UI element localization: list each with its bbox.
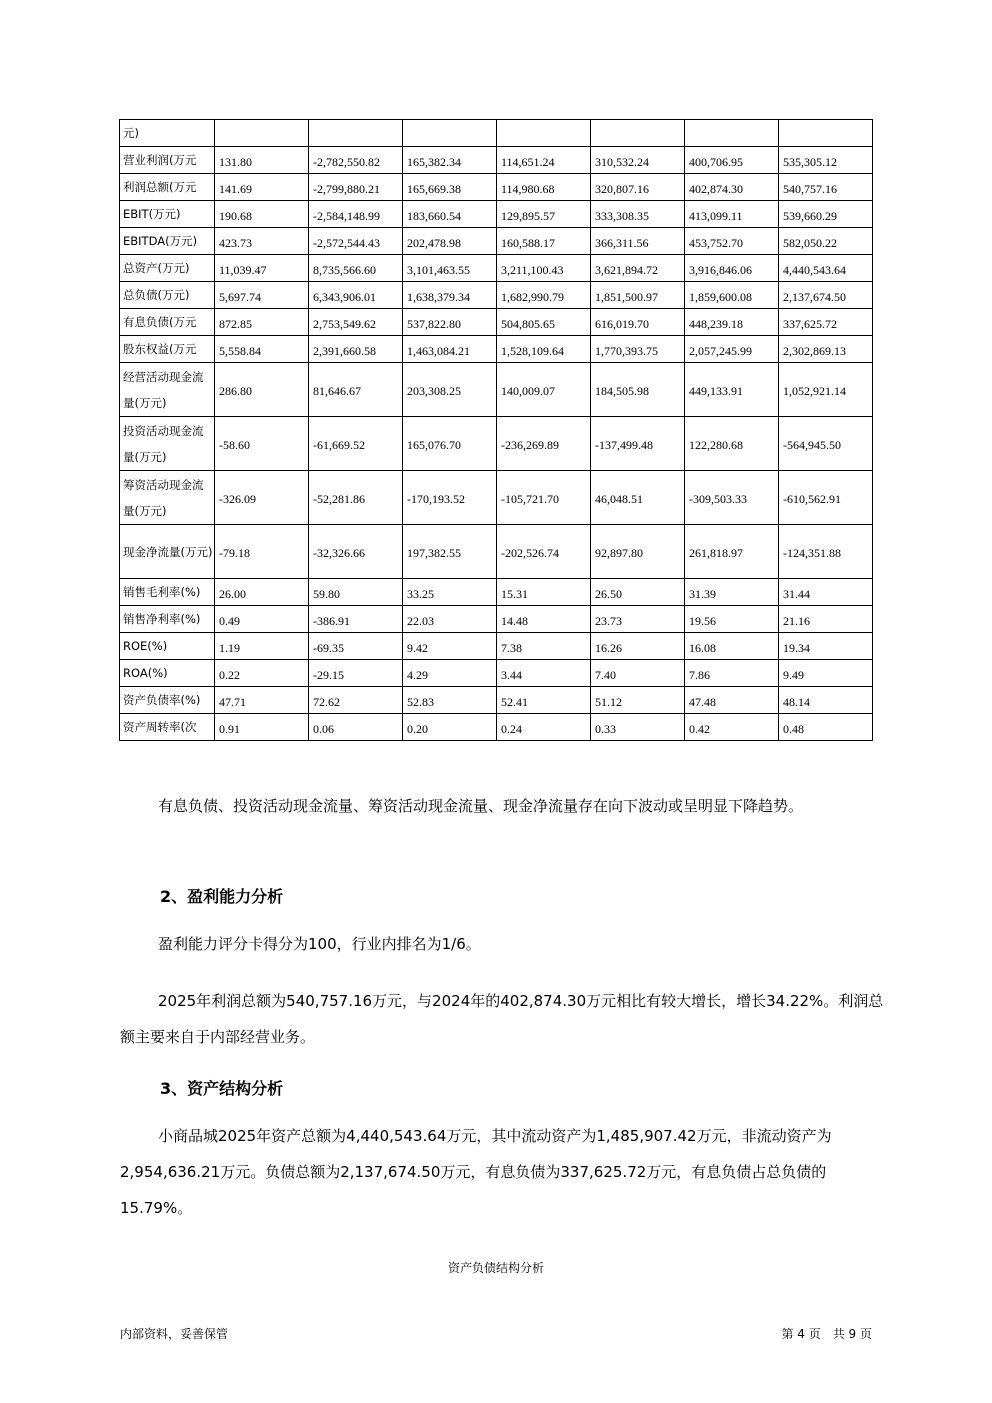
- table-row: [120, 606, 873, 633]
- table-cell: 400,706.95: [685, 147, 779, 174]
- table-cell: [779, 120, 873, 147]
- row-label: 营业利润(万元: [120, 147, 215, 174]
- table-cell: 59.80: [309, 579, 403, 606]
- table-cell: 21.16: [779, 606, 873, 633]
- row-label: ROE(%): [120, 633, 215, 660]
- table-cell: 3,621,894.72: [591, 255, 685, 282]
- table-row: [120, 309, 873, 336]
- table-cell: 1.19: [215, 633, 309, 660]
- table-cell: 3,101,463.55: [403, 255, 497, 282]
- table-row: [120, 660, 873, 687]
- row-label: 经营活动现金流量(万元): [120, 363, 215, 417]
- table-cell: 16.08: [685, 633, 779, 660]
- table-cell: 2,137,674.50: [779, 282, 873, 309]
- table-cell: 6,343,906.01: [309, 282, 403, 309]
- table-cell: 22.03: [403, 606, 497, 633]
- table-row: [120, 174, 873, 201]
- row-label: 总负债(万元): [120, 282, 215, 309]
- table-row: [120, 471, 873, 525]
- table-cell: 5,697.74: [215, 282, 309, 309]
- table-cell: 19.34: [779, 633, 873, 660]
- footer-page-number: 第 4 页 共 9 页: [781, 1327, 872, 1341]
- table-cell: 616,019.70: [591, 309, 685, 336]
- table-cell: 160,588.17: [497, 228, 591, 255]
- table-cell: 183,660.54: [403, 201, 497, 228]
- table-cell: 2,753,549.62: [309, 309, 403, 336]
- table-cell: 3,211,100.43: [497, 255, 591, 282]
- table-row: [120, 579, 873, 606]
- table-cell: 184,505.98: [591, 363, 685, 417]
- table-cell: -52,281.86: [309, 471, 403, 525]
- table-cell: 320,807.16: [591, 174, 685, 201]
- table-cell: 31.39: [685, 579, 779, 606]
- table-cell: 141.69: [215, 174, 309, 201]
- table-cell: 197,382.55: [403, 525, 497, 579]
- table-cell: 448,239.18: [685, 309, 779, 336]
- table-cell: -610,562.91: [779, 471, 873, 525]
- table-cell: -105,721.70: [497, 471, 591, 525]
- table-cell: 7.86: [685, 660, 779, 687]
- table-cell: 535,305.12: [779, 147, 873, 174]
- table-cell: 1,859,600.08: [685, 282, 779, 309]
- table-cell: 72.62: [309, 687, 403, 714]
- table-cell: 540,757.16: [779, 174, 873, 201]
- table-cell: 7.38: [497, 633, 591, 660]
- table-row: [120, 228, 873, 255]
- table-cell: 129,895.57: [497, 201, 591, 228]
- asset-structure-paragraph: 小商品城2025年资产总额为4,440,543.64万元，其中流动资产为1,485,907.42万元，非流动资产为2,954,636.21万元。负债总额为2,137,674.50万元，有息负债为337,625.72万元，有息负债占总负债的15.79%。: [120, 1127, 832, 1217]
- table-cell: 0.20: [403, 714, 497, 741]
- table-cell: 261,818.97: [685, 525, 779, 579]
- table-cell: 46,048.51: [591, 471, 685, 525]
- row-label: 利润总额(万元: [120, 174, 215, 201]
- table-cell: 582,050.22: [779, 228, 873, 255]
- table-row: [120, 201, 873, 228]
- table-cell: 453,752.70: [685, 228, 779, 255]
- table-cell: 203,308.25: [403, 363, 497, 417]
- table-cell: 449,133.91: [685, 363, 779, 417]
- table-cell: 1,851,500.97: [591, 282, 685, 309]
- table-row: [120, 417, 873, 471]
- table-row: [120, 714, 873, 741]
- row-label: 资产周转率(次: [120, 714, 215, 741]
- table-cell: [497, 120, 591, 147]
- table-cell: 286.80: [215, 363, 309, 417]
- profitability-score-paragraph: 盈利能力评分卡得分为100，行业内排名为1/6。: [158, 935, 481, 953]
- table-cell: 3.44: [497, 660, 591, 687]
- table-cell: 47.48: [685, 687, 779, 714]
- table-cell: [685, 120, 779, 147]
- table-cell: 402,874.30: [685, 174, 779, 201]
- table-cell: 51.12: [591, 687, 685, 714]
- table-cell: 504,805.65: [497, 309, 591, 336]
- table-cell: 0.48: [779, 714, 873, 741]
- table-cell: 202,478.98: [403, 228, 497, 255]
- table-cell: 537,822.80: [403, 309, 497, 336]
- table-cell: 47.71: [215, 687, 309, 714]
- financial-table: [119, 119, 873, 741]
- table-cell: -79.18: [215, 525, 309, 579]
- table-cell: 1,052,921.14: [779, 363, 873, 417]
- row-label: 总资产(万元): [120, 255, 215, 282]
- table-cell: -61,669.52: [309, 417, 403, 471]
- table-cell: -124,351.88: [779, 525, 873, 579]
- table-cell: 48.14: [779, 687, 873, 714]
- table-cell: -202,526.74: [497, 525, 591, 579]
- table-cell: 0.49: [215, 606, 309, 633]
- table-cell: 7.40: [591, 660, 685, 687]
- table-cell: 413,099.11: [685, 201, 779, 228]
- row-label: 筹资活动现金流量(万元): [120, 471, 215, 525]
- table-cell: 310,532.24: [591, 147, 685, 174]
- table-cell: 0.22: [215, 660, 309, 687]
- table-cell: 14.48: [497, 606, 591, 633]
- table-cell: 165,076.70: [403, 417, 497, 471]
- row-label: 有息负债(万元: [120, 309, 215, 336]
- table-row: [120, 255, 873, 282]
- table-cell: 1,682,990.79: [497, 282, 591, 309]
- table-cell: 0.91: [215, 714, 309, 741]
- row-label: 元): [120, 120, 215, 147]
- table-cell: -29.15: [309, 660, 403, 687]
- table-cell: 5,558.84: [215, 336, 309, 363]
- table-cell: 0.42: [685, 714, 779, 741]
- table-cell: 23.73: [591, 606, 685, 633]
- table-row: [120, 687, 873, 714]
- profit-growth-paragraph: 2025年利润总额为540,757.16万元，与2024年的402,874.30万元相比有较大增长，增长34.22%。利润总额主要来自于内部经营业务。: [120, 992, 884, 1046]
- table-cell: 114,980.68: [497, 174, 591, 201]
- table-cell: -137,499.48: [591, 417, 685, 471]
- table-cell: [309, 120, 403, 147]
- table-cell: -170,193.52: [403, 471, 497, 525]
- table-cell: 337,625.72: [779, 309, 873, 336]
- table-cell: -2,584,148.99: [309, 201, 403, 228]
- table-cell: 9.49: [779, 660, 873, 687]
- row-label: 现金净流量(万元): [120, 525, 215, 579]
- summary-paragraph: 有息负债、投资活动现金流量、筹资活动现金流量、现金净流量存在向下波动或呈明显下降趋势。: [158, 797, 804, 815]
- table-cell: 0.24: [497, 714, 591, 741]
- table-cell: 2,302,869.13: [779, 336, 873, 363]
- row-label: 资产负债率(%): [120, 687, 215, 714]
- section-heading-asset-structure: 3、资产结构分析: [160, 1079, 284, 1098]
- table-cell: -326.09: [215, 471, 309, 525]
- table-cell: -2,799,880.21: [309, 174, 403, 201]
- table-cell: 165,382.34: [403, 147, 497, 174]
- table-cell: 165,669.38: [403, 174, 497, 201]
- table-cell: -2,782,550.82: [309, 147, 403, 174]
- row-label: ROA(%): [120, 660, 215, 687]
- table-row: [120, 525, 873, 579]
- table-cell: 81,646.67: [309, 363, 403, 417]
- table-cell: 423.73: [215, 228, 309, 255]
- table-cell: 1,463,084.21: [403, 336, 497, 363]
- table-cell: 872.85: [215, 309, 309, 336]
- table-row: [120, 633, 873, 660]
- chart-caption: 资产负债结构分析: [447, 1261, 544, 1275]
- financial-table-body: [120, 120, 873, 741]
- table-cell: 122,280.68: [685, 417, 779, 471]
- row-label: 销售毛利率(%): [120, 579, 215, 606]
- table-cell: 539,660.29: [779, 201, 873, 228]
- row-label: 销售净利率(%): [120, 606, 215, 633]
- table-cell: 190.68: [215, 201, 309, 228]
- table-cell: 31.44: [779, 579, 873, 606]
- table-cell: 4,440,543.64: [779, 255, 873, 282]
- table-row: [120, 120, 873, 147]
- table-cell: 26.50: [591, 579, 685, 606]
- row-label: EBIT(万元): [120, 201, 215, 228]
- table-cell: 11,039.47: [215, 255, 309, 282]
- table-cell: 9.42: [403, 633, 497, 660]
- table-cell: 0.06: [309, 714, 403, 741]
- table-cell: 15.31: [497, 579, 591, 606]
- table-cell: 52.83: [403, 687, 497, 714]
- table-cell: 92,897.80: [591, 525, 685, 579]
- table-cell: 1,638,379.34: [403, 282, 497, 309]
- table-row: [120, 336, 873, 363]
- row-label: EBITDA(万元): [120, 228, 215, 255]
- table-cell: 2,057,245.99: [685, 336, 779, 363]
- table-cell: 1,770,393.75: [591, 336, 685, 363]
- table-cell: 1,528,109.64: [497, 336, 591, 363]
- row-label: 投资活动现金流量(万元): [120, 417, 215, 471]
- section-heading-profitability: 2、盈利能力分析: [160, 887, 284, 906]
- row-label: 股东权益(万元: [120, 336, 215, 363]
- table-cell: [591, 120, 685, 147]
- table-row: [120, 282, 873, 309]
- table-cell: 19.56: [685, 606, 779, 633]
- table-cell: 8,735,566.60: [309, 255, 403, 282]
- table-cell: [403, 120, 497, 147]
- table-row: [120, 147, 873, 174]
- table-cell: 114,651.24: [497, 147, 591, 174]
- table-cell: 333,308.35: [591, 201, 685, 228]
- table-cell: -69.35: [309, 633, 403, 660]
- table-cell: -2,572,544.43: [309, 228, 403, 255]
- table-cell: 16.26: [591, 633, 685, 660]
- table-cell: -236,269.89: [497, 417, 591, 471]
- table-cell: 366,311.56: [591, 228, 685, 255]
- table-cell: 52.41: [497, 687, 591, 714]
- footer-confidential: 内部资料，妥善保管: [120, 1327, 229, 1341]
- table-cell: -32,326.66: [309, 525, 403, 579]
- table-row: [120, 363, 873, 417]
- table-cell: -386.91: [309, 606, 403, 633]
- table-cell: 2,391,660.58: [309, 336, 403, 363]
- table-cell: 0.33: [591, 714, 685, 741]
- table-cell: 3,916,846.06: [685, 255, 779, 282]
- table-cell: 26.00: [215, 579, 309, 606]
- table-cell: 131.80: [215, 147, 309, 174]
- table-cell: 140,009.07: [497, 363, 591, 417]
- table-cell: -564,945.50: [779, 417, 873, 471]
- table-cell: [215, 120, 309, 147]
- table-cell: -309,503.33: [685, 471, 779, 525]
- table-cell: 4.29: [403, 660, 497, 687]
- table-cell: -58.60: [215, 417, 309, 471]
- table-cell: 33.25: [403, 579, 497, 606]
